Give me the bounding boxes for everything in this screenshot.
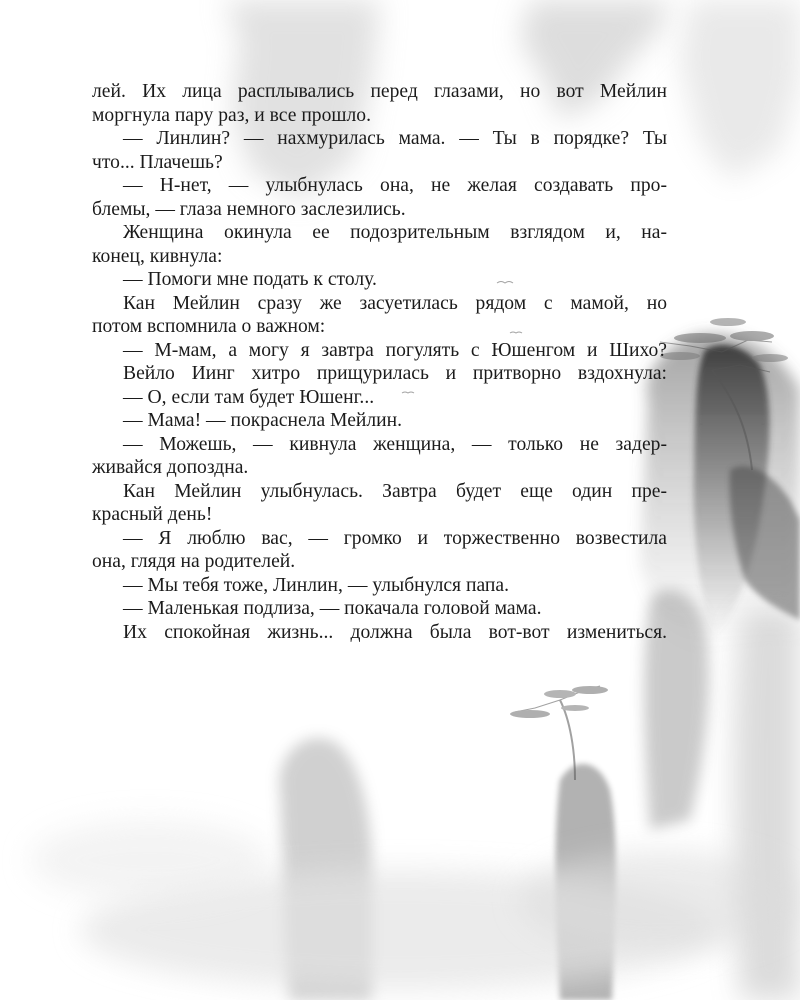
text-line: что... Плачешь? <box>92 151 223 173</box>
text-line: моргнула пару раз, и все прошло. <box>92 104 371 126</box>
text-line: — Маленькая подлиза, — покачала головой мама. <box>123 598 542 619</box>
text-line: Их спокойная жизнь... должна была вот-вот измениться. <box>123 621 667 643</box>
text-line: — Мы тебя тоже, Линлин, — улыбнулся папа. <box>123 574 509 596</box>
text-line: — Мама! — покраснела Мейлин. <box>123 410 403 431</box>
pillar-far-right <box>734 611 800 1000</box>
text-line: — Я люблю вас, — громко и торжественно возвестила <box>123 527 667 549</box>
text-line: — О, если там будет Юшенг... <box>123 386 375 408</box>
text-line: — Помоги мне подать к столу. <box>123 269 377 290</box>
text-line: потом вспомнила о важном: <box>92 316 326 337</box>
text-line: Кан Мейлин сразу же засуетилась рядом с мамой, но <box>123 292 667 314</box>
text-line: Кан Мейлин улыбнулась. Завтра будет еще один пре- <box>123 480 667 502</box>
pine-tree-mid <box>510 686 608 780</box>
text-line: лей. Их лица расплывались перед глазами, но вот Мейлин <box>92 81 667 102</box>
text-line: — Можешь, — кивнула женщина, — только не задер- <box>123 433 667 455</box>
text-line: живайся допоздна. <box>92 457 249 478</box>
text-line: красный день! <box>92 504 213 525</box>
text-line: — Линлин? — нахмурилась мама. — Ты в порядке? Ты <box>123 128 667 149</box>
page-text <box>92 80 667 644</box>
text-line: она, глядя на родителей. <box>92 551 296 572</box>
text-line: блемы, — глаза немного заслезились. <box>92 198 406 220</box>
text-line: — Н-нет, — улыбнулась она, не желая создавать про- <box>123 175 667 196</box>
text-line: конец, кивнула: <box>92 245 223 267</box>
text-line: Вейло Иинг хитро прищурилась и притворно вздохнула: <box>123 363 667 384</box>
text-line: — М-мам, а могу я завтра погулять с Юшенгом и Шихо? <box>123 339 667 361</box>
mist-peak-top-right <box>680 0 800 180</box>
text-line: Женщина окинула ее подозрительным взглядом и, на- <box>123 222 667 243</box>
